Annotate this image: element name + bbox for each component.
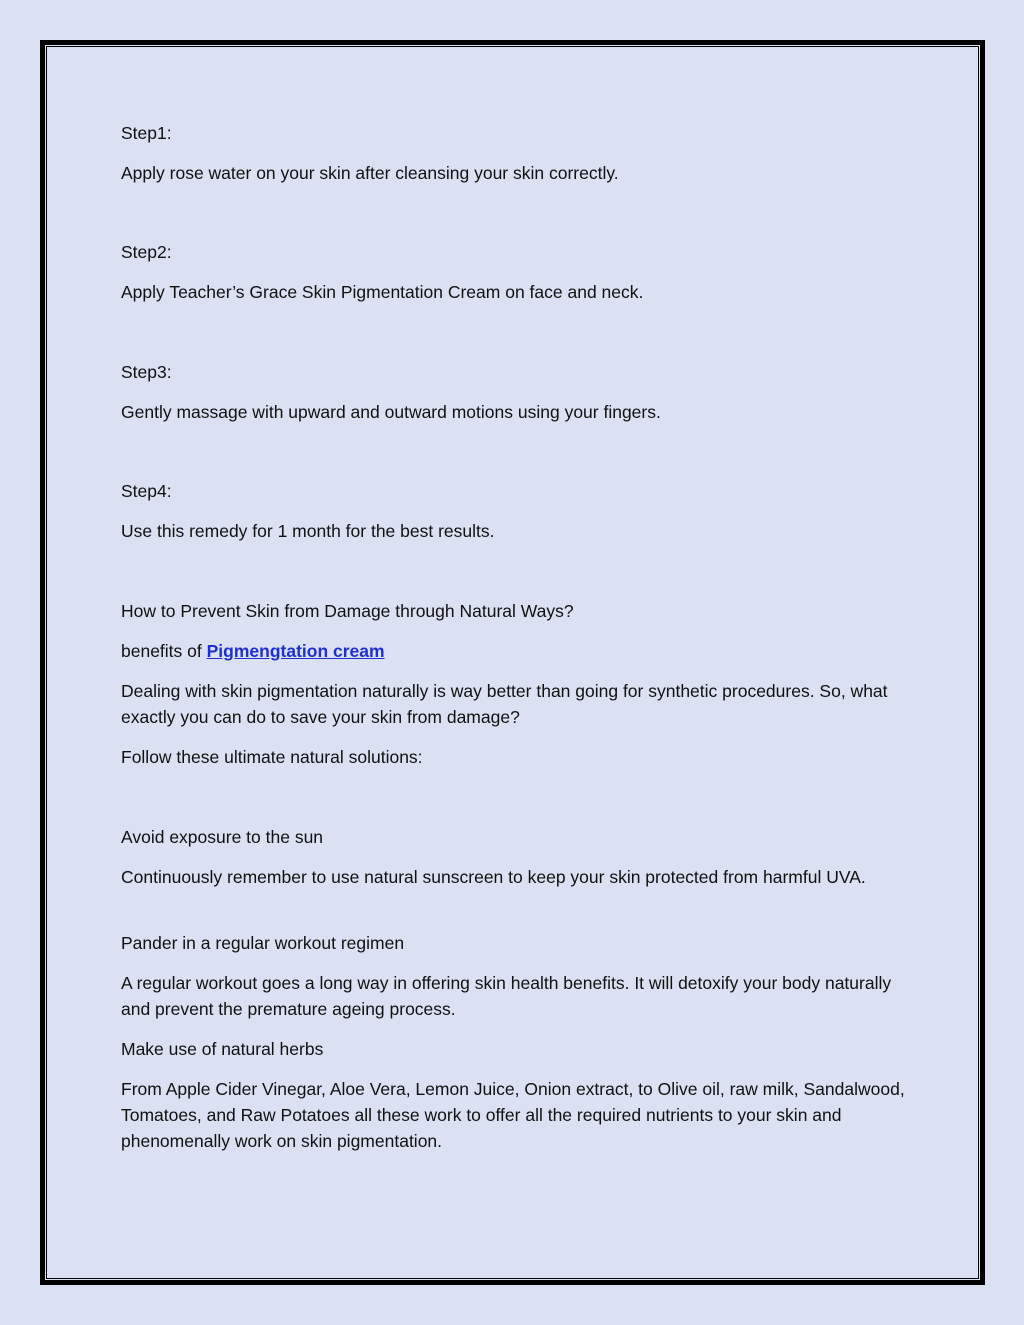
prevent-heading: How to Prevent Skin from Damage through Natural Ways? xyxy=(121,601,574,621)
step1-text: Apply rose water on your skin after cleansing your skin correctly. xyxy=(121,163,619,183)
follow-line: Follow these ultimate natural solutions: xyxy=(121,747,423,767)
tip3-body: From Apple Cider Vinegar, Aloe Vera, Lemon Juice, Onion extract, to Olive oil, raw milk, Sandalwood, Tomatoes, and Raw Potatoes all these work to offer all the required nutrients to your skin and phenomenally work on skin pigmentation. xyxy=(121,1079,905,1151)
step4-label: Step4: xyxy=(121,481,172,501)
step3-text: Gently massage with upward and outward motions using your fingers. xyxy=(121,402,661,422)
step3-label: Step3: xyxy=(121,362,172,382)
tip1-title: Avoid exposure to the sun xyxy=(121,827,324,847)
intro-paragraph: Dealing with skin pigmentation naturally is way better than going for synthetic procedures. So, what exactly you can do to save your skin from damage? xyxy=(121,681,888,727)
step4-text: Use this remedy for 1 month for the best results. xyxy=(121,521,495,541)
tip2-body: A regular workout goes a long way in offering skin health benefits. It will detoxify your body naturally and prevent the premature ageing process. xyxy=(121,973,892,1019)
pigmentation-cream-link[interactable]: Pigmengtation cream xyxy=(206,641,385,661)
benefits-prefix: benefits of xyxy=(121,641,207,661)
benefits-line xyxy=(121,638,385,664)
step2-text: Apply Teacher’s Grace Skin Pigmentation Cream on face and neck. xyxy=(121,282,644,302)
tip1-body: Continuously remember to use natural sunscreen to keep your skin protected from harmful UVA. xyxy=(121,867,866,887)
step2-label: Step2: xyxy=(121,242,172,262)
tip2-title: Pander in a regular workout regimen xyxy=(121,933,405,953)
tip3-title: Make use of natural herbs xyxy=(121,1039,324,1059)
step1-label: Step1: xyxy=(121,123,172,143)
